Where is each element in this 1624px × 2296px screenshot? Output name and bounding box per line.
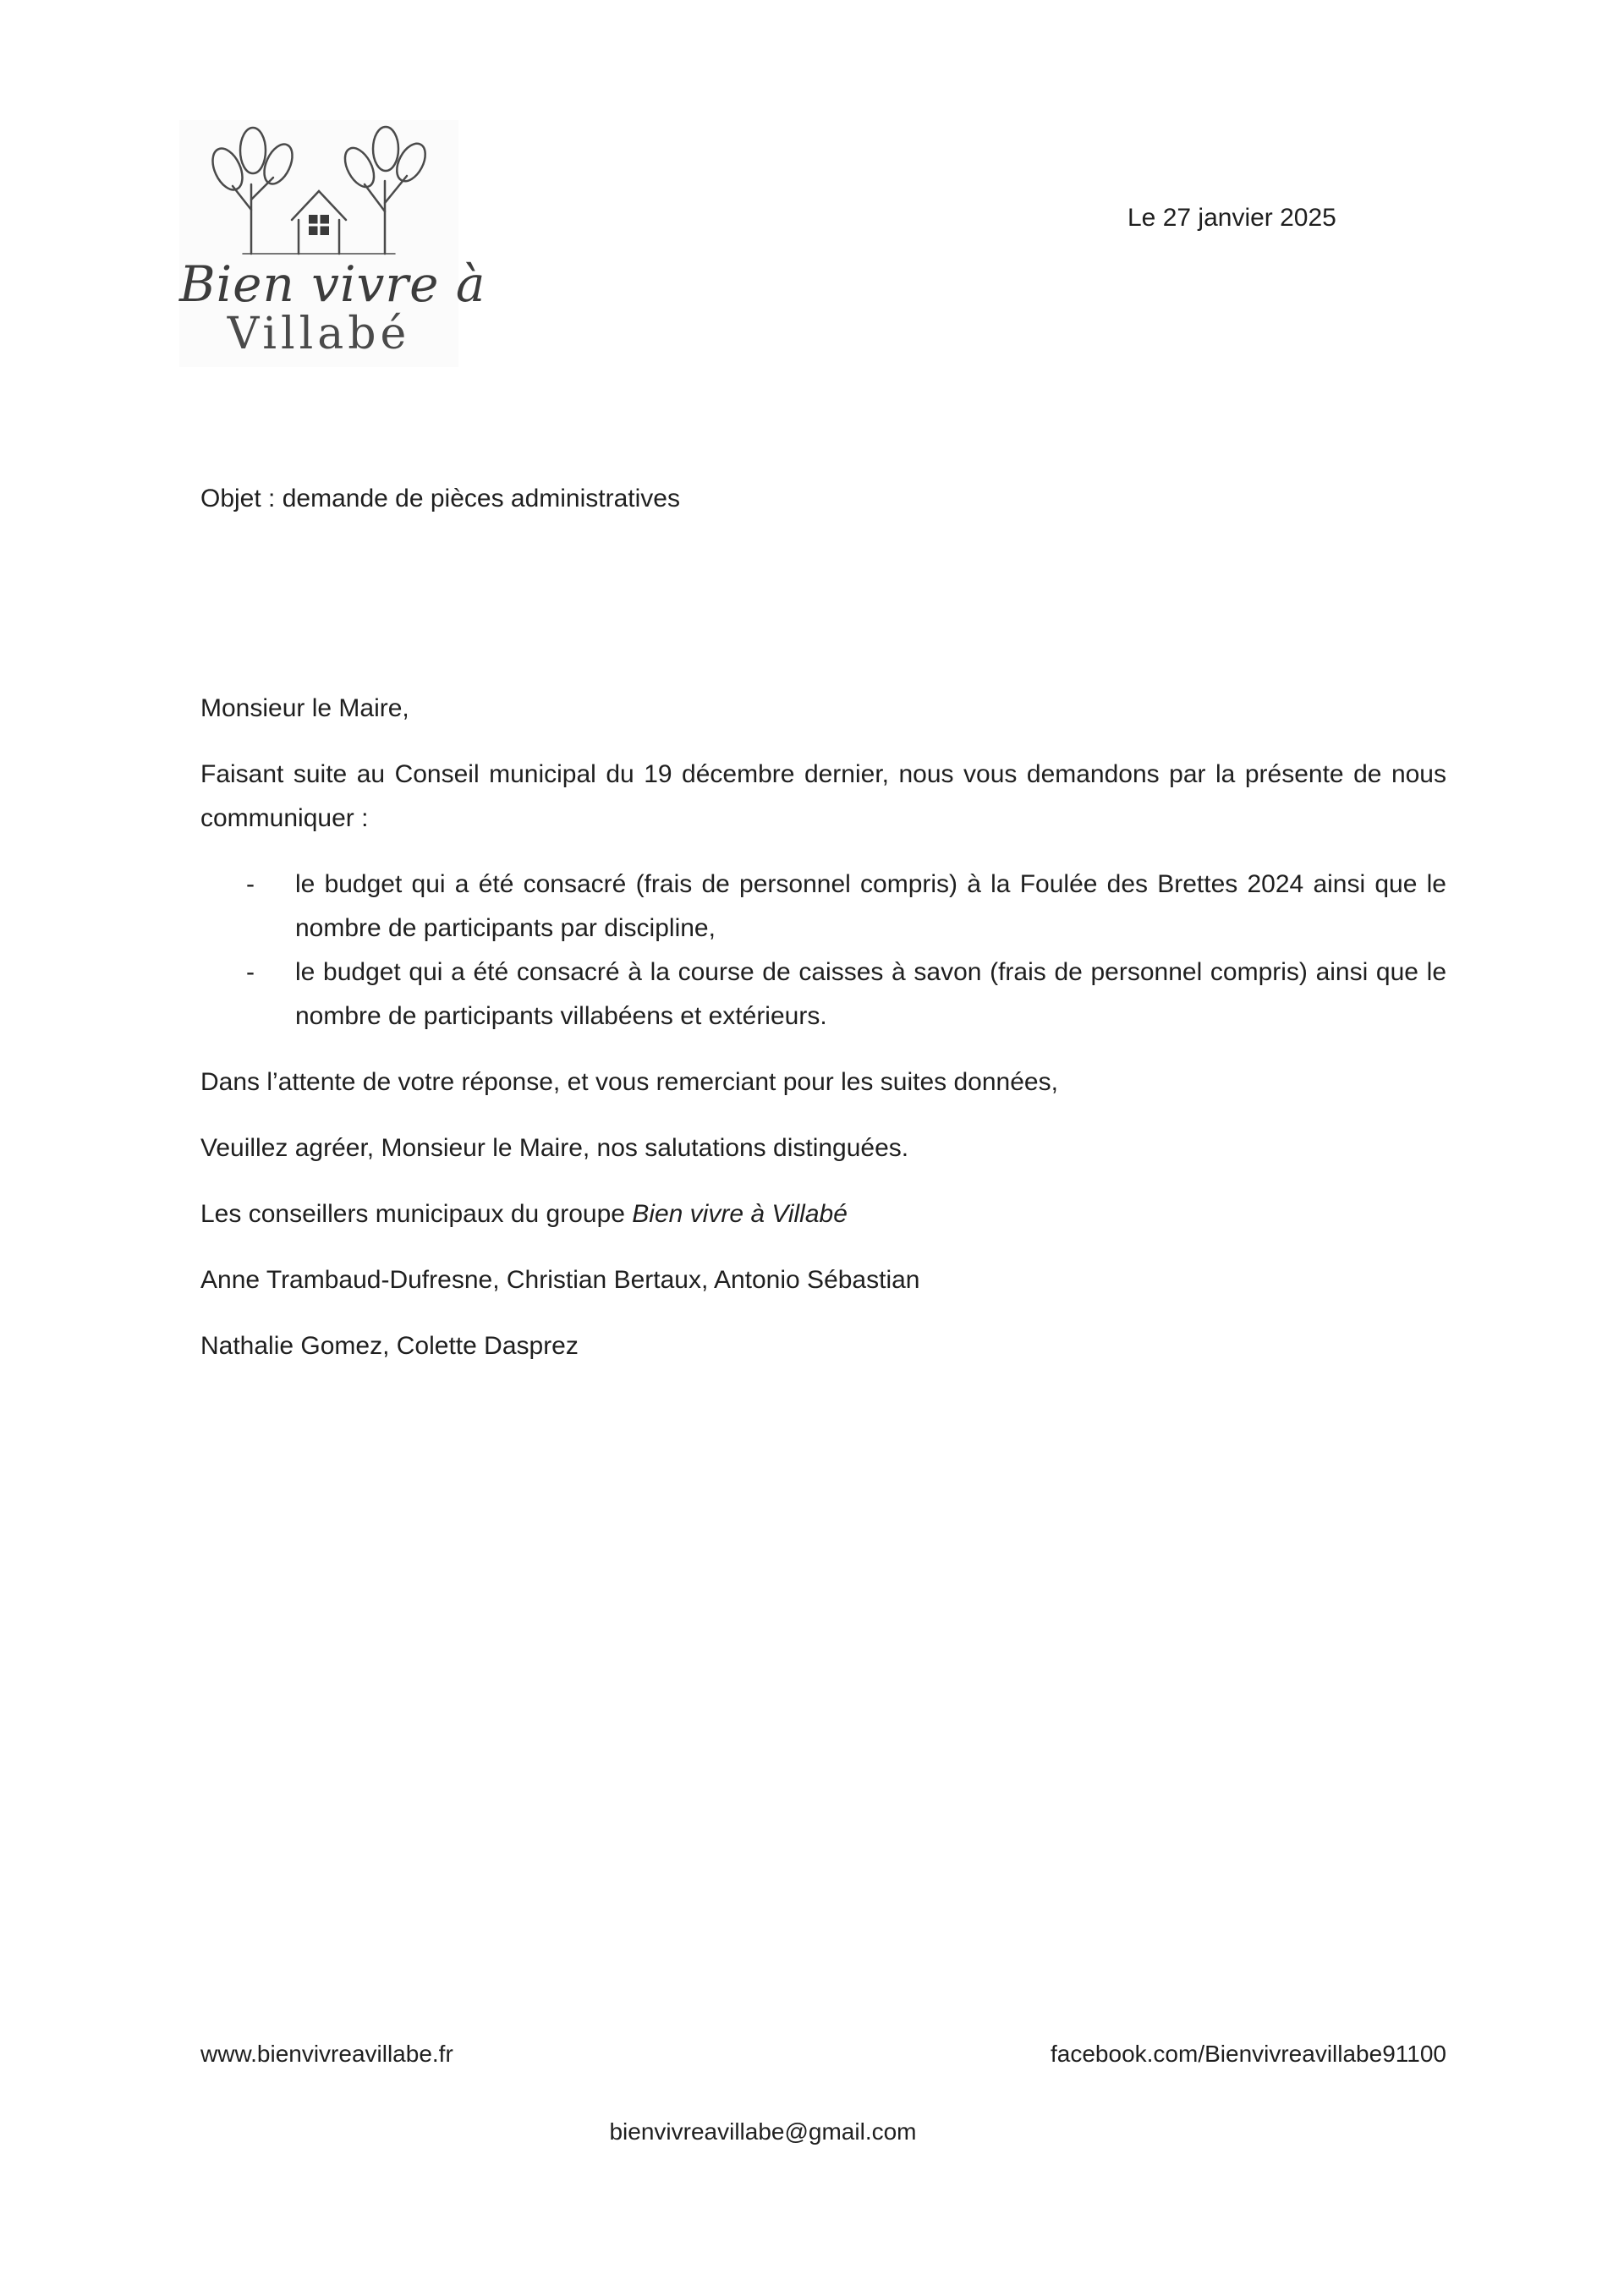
trees-with-house-icon — [192, 125, 446, 259]
logo-script-text: Bien vivre à — [179, 255, 486, 313]
logo-name-text: Villabé — [227, 309, 411, 359]
footer-website: www.bienvivreavillabe.fr — [200, 2041, 453, 2067]
signatories-line-1: Anne Trambaud-Dufresne, Christian Bertaux, Antonio Sébastian — [200, 1266, 920, 1294]
list-item — [200, 951, 1446, 1038]
list-item-marker: - — [246, 958, 255, 986]
footer — [200, 2040, 1446, 2069]
list-item-text: le budget qui a été consacré à la course de caisses à savon (frais de personnel compris) ainsi que le nombre de participants villabéens et extérieurs. — [295, 958, 1446, 1030]
letter-body — [200, 687, 1446, 1390]
list-item — [200, 863, 1446, 951]
list-item-marker: - — [246, 870, 255, 898]
subject-line: Objet : demande de pièces administratives — [200, 485, 680, 512]
salutation: Monsieur le Maire, — [200, 694, 409, 722]
logo — [179, 120, 486, 367]
closing-paragraph-1: Dans l’attente de votre réponse, et vous remerciant pour les suites données, — [200, 1068, 1058, 1096]
signature-intro: Les conseillers municipaux du groupe — [200, 1200, 633, 1228]
footer-email: bienvivreavillabe@gmail.com — [609, 2118, 917, 2145]
closing-paragraph-2: Veuillez agréer, Monsieur le Maire, nos salutations distinguées. — [200, 1134, 909, 1162]
intro-paragraph: Faisant suite au Conseil municipal du 19 décembre dernier, nous vous demandons par la présente de nous communiquer : — [200, 760, 1446, 832]
signature-line — [200, 1192, 1446, 1236]
signature-group-name: Bien vivre à Villabé — [632, 1200, 848, 1228]
request-list — [200, 863, 1446, 1038]
signatories-line-2: Nathalie Gomez, Colette Dasprez — [200, 1332, 579, 1360]
footer-facebook: facebook.com/Bienvivreavillabe91100 — [1051, 2041, 1446, 2067]
list-item-text: le budget qui a été consacré (frais de personnel compris) à la Foulée des Brettes 2024 ainsi que le nombre de participants par discipline, — [295, 870, 1446, 942]
letter-date: Le 27 janvier 2025 — [1127, 204, 1336, 232]
